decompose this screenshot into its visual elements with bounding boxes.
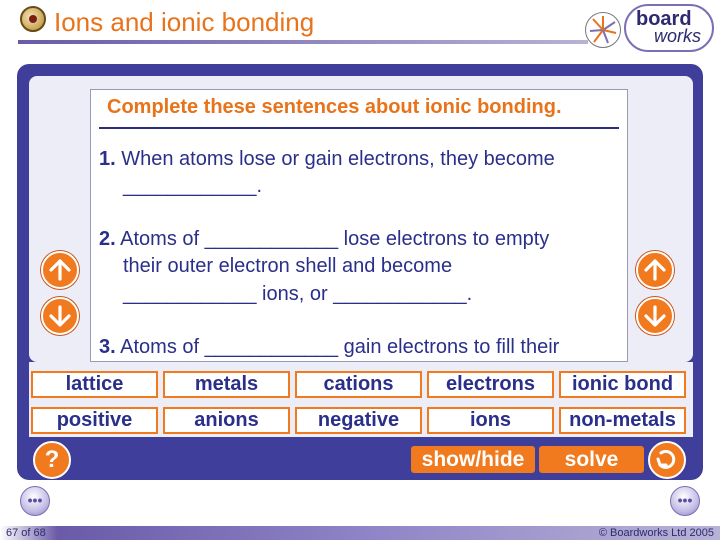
arrow-up-icon	[48, 258, 72, 282]
arrow-up-icon	[643, 258, 667, 282]
logo-text-top: board	[636, 8, 692, 30]
word-tile[interactable]: non-metals	[559, 407, 686, 434]
word-tile[interactable]: ions	[427, 407, 554, 434]
scroll-down-left-button[interactable]	[41, 297, 79, 335]
question-sheet	[90, 89, 628, 362]
arrow-down-icon	[48, 304, 72, 328]
word-tile[interactable]: lattice	[31, 371, 158, 398]
boardworks-logo	[624, 4, 714, 52]
question-1	[99, 146, 555, 173]
ellipsis-icon: •••	[677, 492, 693, 508]
logo-text-bottom: works	[654, 26, 702, 46]
word-tile[interactable]: cations	[295, 371, 422, 398]
question-1-line-2: ____________.	[123, 175, 263, 197]
question-2-line-3: ____________ ions, or ____________.	[123, 283, 473, 305]
arrow-down-icon	[643, 304, 667, 328]
question-number: 3.	[99, 336, 116, 358]
previous-slide-button[interactable]	[20, 486, 50, 516]
solve-button[interactable]: solve	[539, 446, 644, 473]
show-hide-button[interactable]: show/hide	[411, 446, 535, 473]
word-tile[interactable]: anions	[163, 407, 290, 434]
activity-heading: Complete these sentences about ionic bonding.	[107, 96, 562, 118]
boardworks-emblem-icon	[585, 12, 621, 48]
question-line: When atoms lose or gain electrons, they become	[121, 148, 555, 170]
question-number: 2.	[99, 228, 116, 250]
scroll-up-right-button[interactable]	[636, 251, 674, 289]
question-2	[99, 226, 549, 253]
question-3	[99, 334, 559, 361]
question-number: 1.	[99, 148, 116, 170]
word-tile[interactable]: negative	[295, 407, 422, 434]
slide-title: Ions and ionic bonding	[54, 7, 315, 37]
heading-divider	[99, 127, 619, 129]
scroll-up-left-button[interactable]	[41, 251, 79, 289]
ellipsis-icon: •••	[27, 492, 43, 508]
word-tile[interactable]: ionic bond	[559, 371, 686, 398]
question-line: Atoms of ____________ lose electrons to empty	[120, 228, 550, 250]
question-2-line-2: their outer electron shell and become	[123, 255, 453, 277]
restart-icon	[655, 448, 679, 472]
question-line: Atoms of ____________ gain electrons to fill their	[120, 336, 560, 358]
next-slide-button[interactable]	[670, 486, 700, 516]
slide-counter: 67 of 68	[6, 527, 46, 539]
word-tile[interactable]: electrons	[427, 371, 554, 398]
restart-button[interactable]	[648, 441, 686, 479]
copyright-notice: © Boardworks Ltd 2005	[598, 527, 714, 539]
word-tile[interactable]: metals	[163, 371, 290, 398]
school-crest-icon	[20, 6, 46, 32]
word-tile[interactable]: positive	[31, 407, 158, 434]
help-button[interactable]: ?	[33, 441, 71, 479]
scroll-down-right-button[interactable]	[636, 297, 674, 335]
title-underline	[18, 40, 588, 44]
